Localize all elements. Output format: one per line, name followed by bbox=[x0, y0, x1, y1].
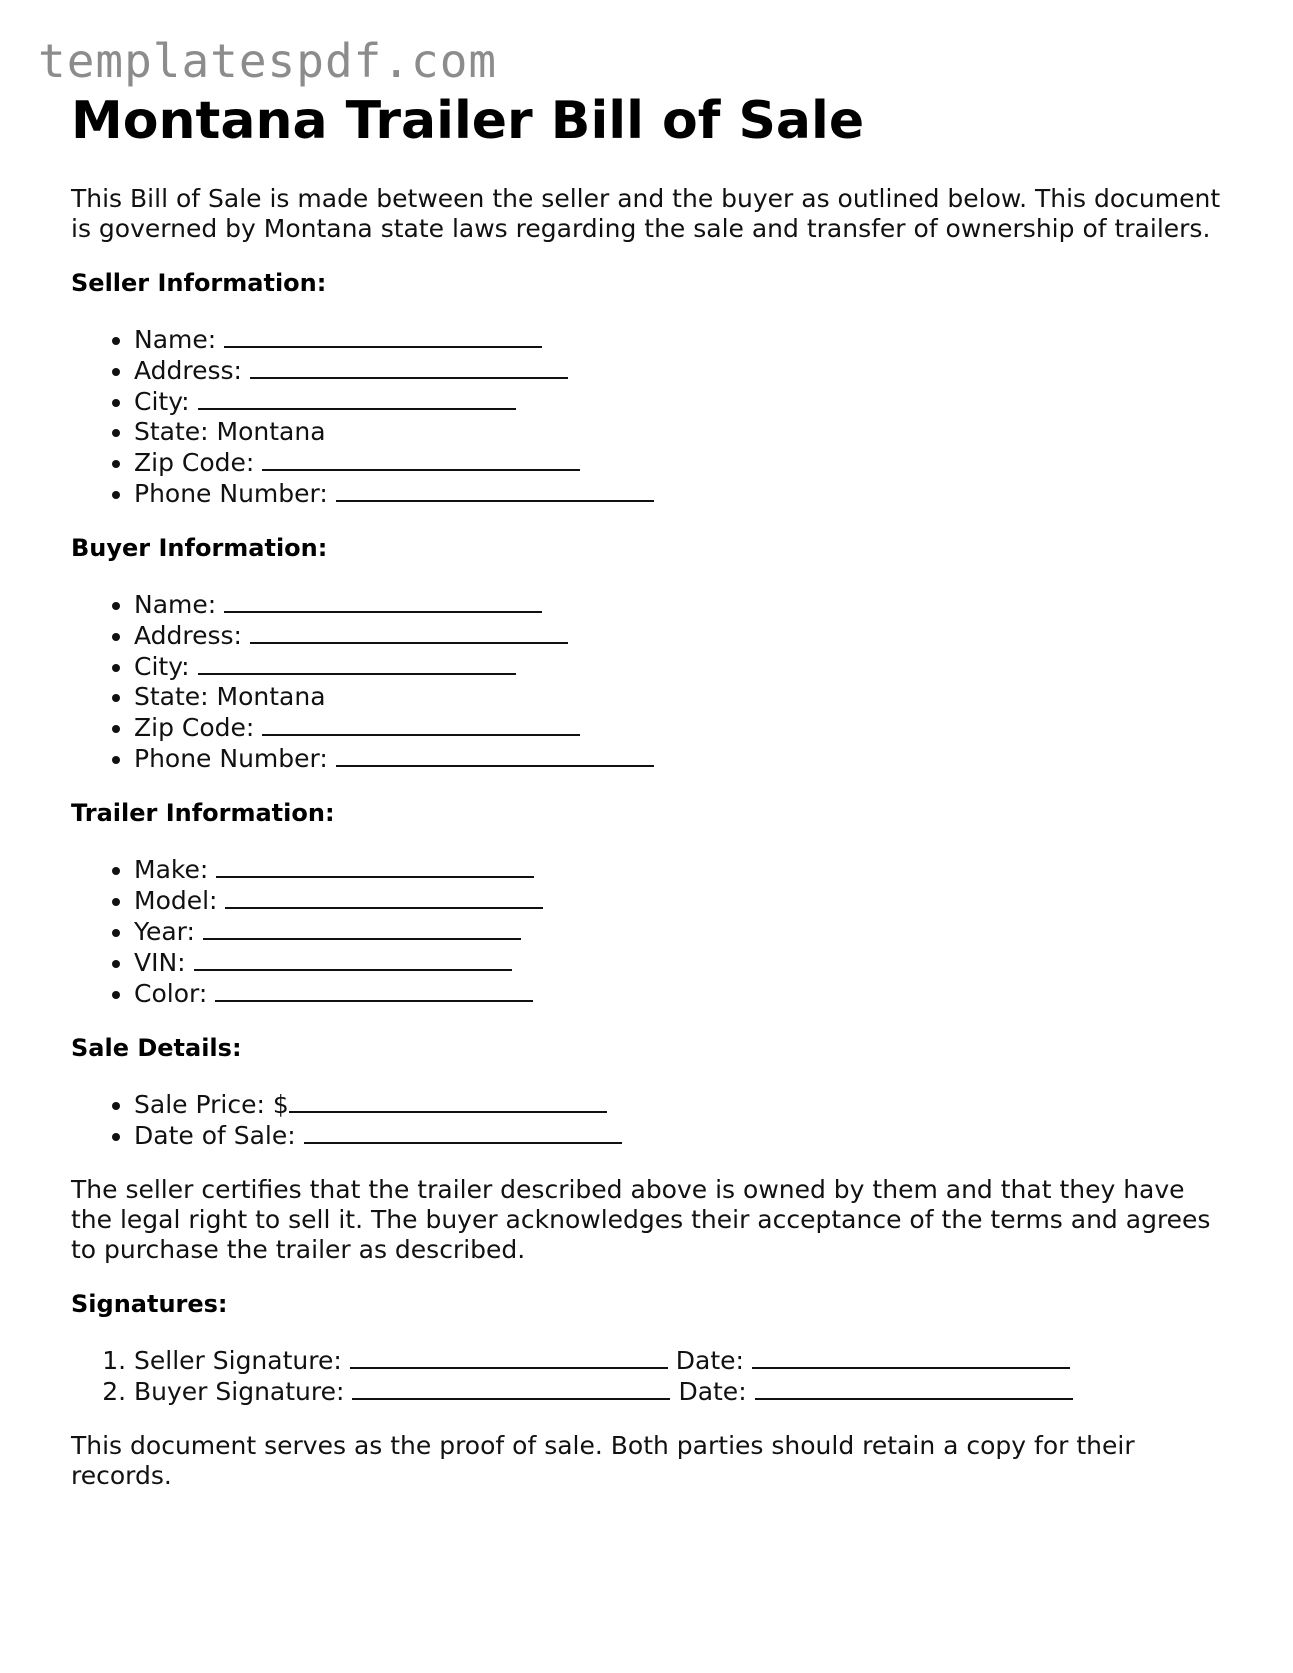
buyer-zip-blank bbox=[262, 712, 580, 736]
intro-paragraph: This Bill of Sale is made between the seller and the buyer as outlined below. This document is governed by Montana state laws regarding the sale and transfer of ownership of trailers. bbox=[71, 184, 1221, 243]
buyer-state-item bbox=[134, 682, 1231, 712]
buyer-phone-item bbox=[134, 743, 1231, 774]
sale-date-label: Date of Sale: bbox=[134, 1121, 296, 1150]
seller-city-blank bbox=[198, 386, 516, 410]
buyer-zip-item bbox=[134, 712, 1231, 743]
document-page bbox=[71, 88, 1231, 1491]
sale-date-blank bbox=[304, 1120, 622, 1144]
sale-price-label: Sale Price: $ bbox=[134, 1090, 289, 1119]
buyer-address-item bbox=[134, 620, 1231, 651]
buyer-address-label: Address: bbox=[134, 621, 242, 650]
buyer-date-label: Date: bbox=[678, 1377, 747, 1406]
buyer-state-label: State: Montana bbox=[134, 682, 326, 711]
trailer-color-blank bbox=[215, 978, 533, 1002]
trailer-color-label: Color: bbox=[134, 979, 208, 1008]
seller-signature-blank bbox=[350, 1345, 668, 1369]
buyer-address-blank bbox=[250, 620, 568, 644]
sale-price-item bbox=[134, 1089, 1231, 1120]
seller-date-blank bbox=[752, 1345, 1070, 1369]
buyer-signature-item bbox=[134, 1376, 1231, 1407]
certification-paragraph: The seller certifies that the trailer described above is owned by them and that they have the legal right to sell it. The buyer acknowledges their acceptance of the terms and agrees to purchase the trailer as described. bbox=[71, 1175, 1211, 1264]
signatures-heading: Signatures: bbox=[71, 1290, 228, 1318]
buyer-heading: Buyer Information: bbox=[71, 534, 328, 562]
buyer-phone-blank bbox=[336, 743, 654, 767]
seller-name-label: Name: bbox=[134, 325, 217, 354]
buyer-name-label: Name: bbox=[134, 590, 217, 619]
seller-address-blank bbox=[250, 355, 568, 379]
seller-city-label: City: bbox=[134, 387, 190, 416]
sale-date-item bbox=[134, 1120, 1231, 1151]
sale-heading: Sale Details: bbox=[71, 1034, 242, 1062]
trailer-vin-label: VIN: bbox=[134, 948, 186, 977]
document-title: Montana Trailer Bill of Sale bbox=[71, 91, 865, 151]
seller-zip-label: Zip Code: bbox=[134, 448, 255, 477]
buyer-fields-list bbox=[71, 589, 1231, 774]
seller-phone-label: Phone Number: bbox=[134, 479, 328, 508]
buyer-name-item bbox=[134, 589, 1231, 620]
buyer-city-item bbox=[134, 651, 1231, 682]
seller-state-label: State: Montana bbox=[134, 417, 326, 446]
trailer-year-blank bbox=[203, 916, 521, 940]
sale-price-blank bbox=[289, 1089, 607, 1113]
trailer-vin-blank bbox=[194, 947, 512, 971]
trailer-make-item bbox=[134, 854, 1231, 885]
buyer-date-blank bbox=[755, 1376, 1073, 1400]
seller-date-label: Date: bbox=[675, 1346, 744, 1375]
trailer-heading: Trailer Information: bbox=[71, 799, 335, 827]
seller-signature-label: Seller Signature: bbox=[134, 1346, 342, 1375]
buyer-signature-label: Buyer Signature: bbox=[134, 1377, 345, 1406]
trailer-year-label: Year: bbox=[134, 917, 195, 946]
trailer-make-blank bbox=[216, 854, 534, 878]
buyer-phone-label: Phone Number: bbox=[134, 744, 328, 773]
seller-signature-item bbox=[134, 1345, 1231, 1376]
closing-paragraph: This document serves as the proof of sale. Both parties should retain a copy for their records. bbox=[71, 1431, 1135, 1490]
watermark-logo: templatespdf.com bbox=[38, 34, 498, 88]
buyer-city-blank bbox=[198, 651, 516, 675]
buyer-name-blank bbox=[224, 589, 542, 613]
seller-heading: Seller Information: bbox=[71, 269, 327, 297]
trailer-make-label: Make: bbox=[134, 855, 209, 884]
buyer-signature-blank bbox=[352, 1376, 670, 1400]
seller-state-item bbox=[134, 417, 1231, 447]
trailer-fields-list bbox=[71, 854, 1231, 1009]
signatures-list bbox=[71, 1345, 1231, 1407]
sale-fields-list bbox=[71, 1089, 1231, 1151]
trailer-model-blank bbox=[225, 885, 543, 909]
buyer-city-label: City: bbox=[134, 652, 190, 681]
seller-phone-blank bbox=[336, 478, 654, 502]
seller-zip-item bbox=[134, 447, 1231, 478]
seller-zip-blank bbox=[262, 447, 580, 471]
seller-city-item bbox=[134, 386, 1231, 417]
trailer-model-item bbox=[134, 885, 1231, 916]
trailer-model-label: Model: bbox=[134, 886, 218, 915]
seller-phone-item bbox=[134, 478, 1231, 509]
seller-name-item bbox=[134, 324, 1231, 355]
buyer-zip-label: Zip Code: bbox=[134, 713, 255, 742]
trailer-vin-item bbox=[134, 947, 1231, 978]
trailer-year-item bbox=[134, 916, 1231, 947]
seller-name-blank bbox=[224, 324, 542, 348]
seller-fields-list bbox=[71, 324, 1231, 509]
seller-address-item bbox=[134, 355, 1231, 386]
trailer-color-item bbox=[134, 978, 1231, 1009]
seller-address-label: Address: bbox=[134, 356, 242, 385]
